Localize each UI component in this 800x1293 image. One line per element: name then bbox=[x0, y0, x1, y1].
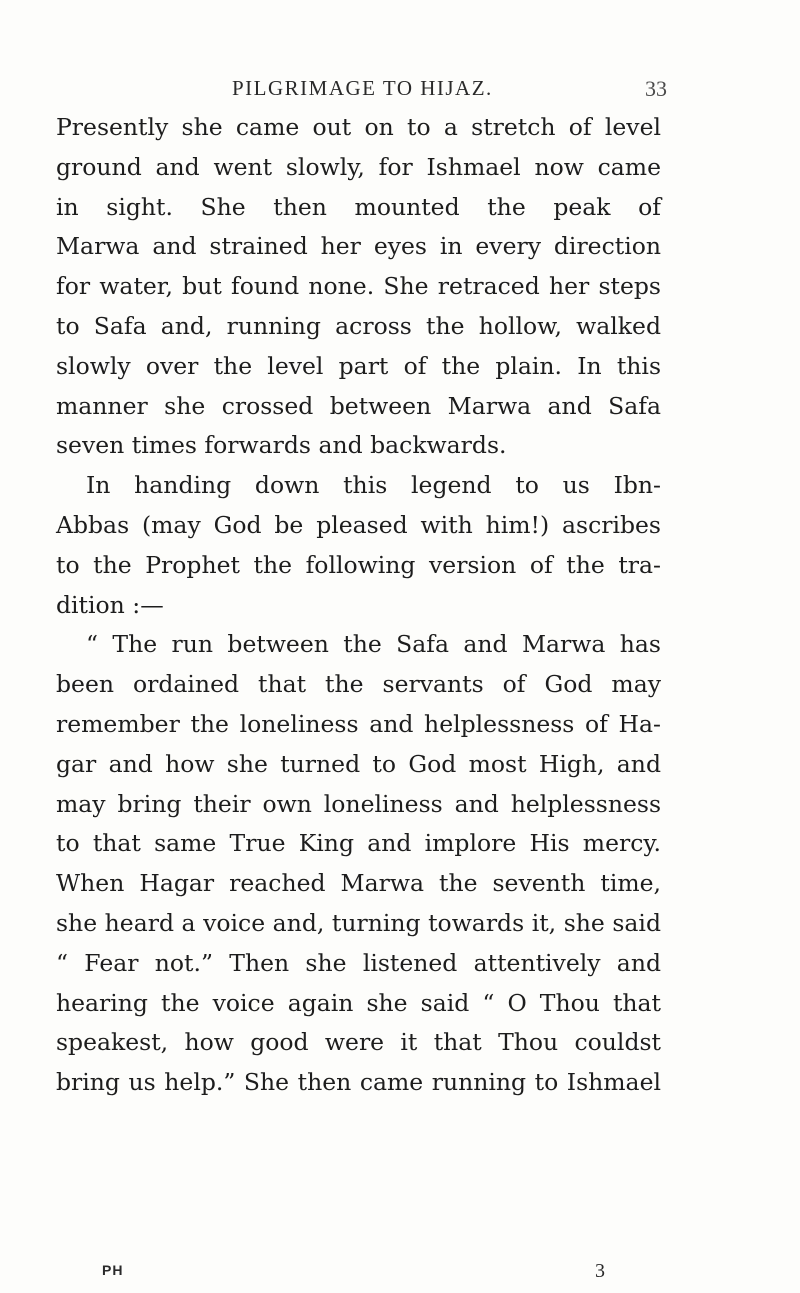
text-line: bring us help.” She then came running to Ishmael bbox=[56, 1068, 661, 1097]
text-line: In handing down this legend to us Ibn- bbox=[86, 471, 661, 500]
text-line: dition :— bbox=[56, 590, 164, 619]
text-line: she heard a voice and, turning towards it, she said bbox=[56, 908, 661, 937]
text-line: to that same True King and implore His mercy. bbox=[56, 829, 661, 858]
page-footer bbox=[0, 1262, 800, 1286]
signature-mark: PH bbox=[102, 1262, 124, 1278]
text-line: to Safa and, running across the hollow, walked bbox=[56, 311, 661, 340]
text-line: manner she crossed between Marwa and Safa bbox=[56, 391, 661, 420]
text-line: remember the loneliness and helplessness of Ha- bbox=[56, 709, 661, 738]
text-line: ground and went slowly, for Ishmael now came bbox=[56, 152, 661, 181]
text-line: “ The run between the Safa and Marwa has bbox=[86, 630, 661, 659]
running-header bbox=[0, 76, 800, 106]
text-line: Abbas (may God be pleased with him!) ascribes bbox=[56, 510, 661, 539]
text-line: for water, but found none. She retraced her steps bbox=[56, 272, 661, 301]
text-line: Presently she came out on to a stretch of level bbox=[56, 113, 661, 141]
text-line: When Hagar reached Marwa the seventh time, bbox=[56, 869, 661, 898]
text-line: speakest, how good were it that Thou couldst bbox=[56, 1028, 661, 1057]
text-line: may bring their own loneliness and helplessness bbox=[56, 789, 661, 818]
text-line: to the Prophet the following version of the tra- bbox=[56, 550, 661, 579]
text-line: gar and how she turned to God most High, and bbox=[56, 749, 661, 778]
text-line: been ordained that the servants of God may bbox=[56, 670, 661, 699]
text-line: slowly over the level part of the plain. In this bbox=[56, 351, 661, 380]
page-number: 33 bbox=[645, 76, 667, 101]
text-line: seven times forwards and backwards. bbox=[56, 431, 507, 460]
text-line: in sight. She then mounted the peak of bbox=[56, 192, 661, 221]
text-line: hearing the voice again she said “ O Thou that bbox=[56, 988, 661, 1017]
body-text bbox=[56, 108, 661, 1103]
text-line: “ Fear not.” Then she listened attentively and bbox=[56, 948, 661, 977]
sheet-number: 3 bbox=[595, 1260, 605, 1282]
text-line: Marwa and strained her eyes in every direction bbox=[56, 232, 661, 261]
running-title: PILGRIMAGE TO HIJAZ. bbox=[232, 76, 493, 100]
